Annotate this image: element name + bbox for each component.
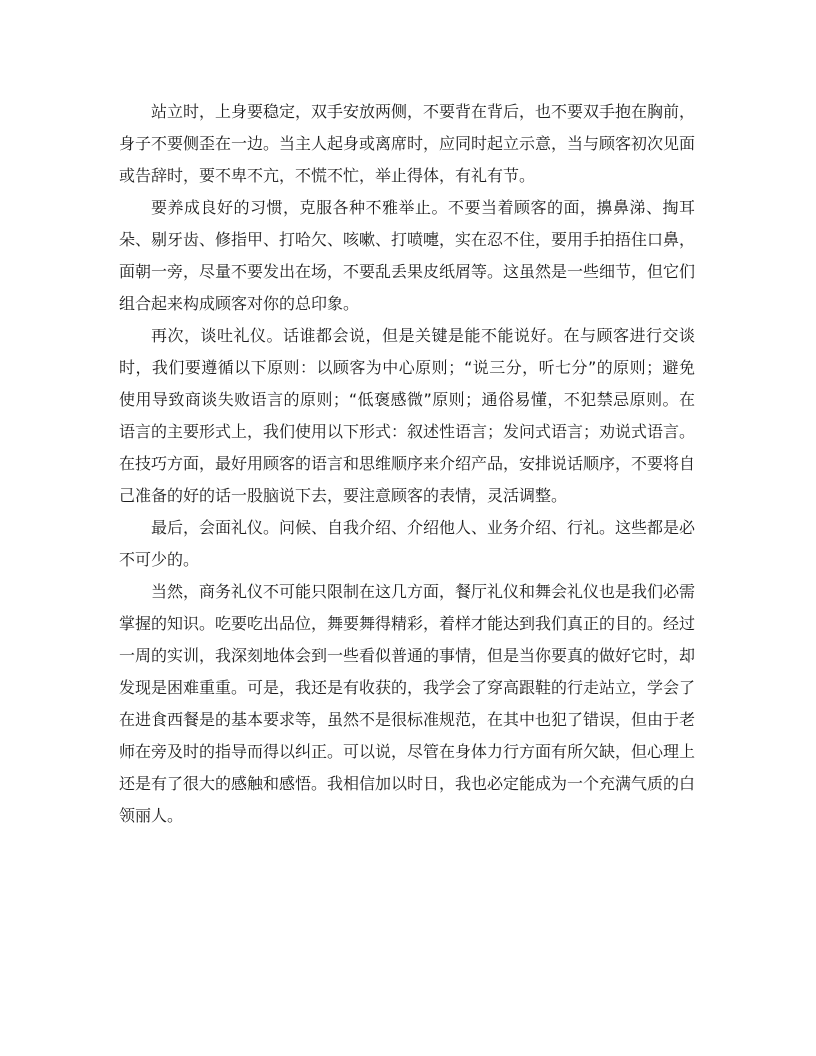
paragraph-conclusion: 当然，商务礼仪不可能只限制在这几方面，餐厅礼仪和舞会礼仪也是我们必需掌握的知识。吃要吃出品位，舞要舞得精彩，着样才能达到我们真正的目的。经过一周的实训，我深刻地体会到一些看似普通的事情，但是当你要真的做好它时，却发现是困难重重。可是，我还是有收获的，我学会了穿高跟鞋的行走站立，学会了在进食西餐是的基本要求等，虽然不是很标准规范，在其中也犯了错误，但由于老师在旁及时的指导而得以纠正。可以说，尽管在身体力行方面有所欠缺，但心理上还是有了很大的感触和感悟。我相信加以时日，我也必定能成为一个充满气质的白领丽人。 xyxy=(119,582,696,825)
paragraph-meeting-etiquette: 最后，会面礼仪。问候、自我介绍、介绍他人、业务介绍、行礼。这些都是必不可少的。 xyxy=(119,518,696,569)
paragraph-good-habits: 要养成良好的习惯，克服各种不雅举止。不要当着顾客的面，擤鼻涕、掏耳朵、剔牙齿、修指甲、打哈欠、咳嗽、打喷嚏，实在忍不住，要用手拍捂住口鼻，面朝一旁，尽量不要发出在场，不要乱丢果皮纸屑等。这虽然是一些细节，但它们组合起来构成顾客对你的总印象。 xyxy=(119,198,696,313)
paragraph-standing-posture: 站立时，上身要稳定，双手安放两侧，不要背在背后，也不要双手抱在胸前，身子不要侧歪在一边。当主人起身或离席时，应同时起立示意，当与顾客初次见面或告辞时，要不卑不亢，不慌不忙，举止得体，有礼有节。 xyxy=(119,102,696,185)
document-body xyxy=(119,96,695,832)
paragraph-speech-etiquette: 再次，谈吐礼仪。话谁都会说，但是关键是能不能说好。在与顾客进行交谈时，我们要遵循以下原则：以顾客为中心原则；“说三分，听七分”的原则；避免使用导致商谈失败语言的原则；“低褒感微”原则；通俗易懂，不犯禁忌原则。在语言的主要形式上，我们使用以下形式：叙述性语言；发问式语言；劝说式语言。在技巧方面，最好用顾客的语言和思维顺序来介绍产品，安排说话顺序，不要将自己准备的好的话一股脑说下去，要注意顾客的表情，灵活调整。 xyxy=(119,326,696,505)
